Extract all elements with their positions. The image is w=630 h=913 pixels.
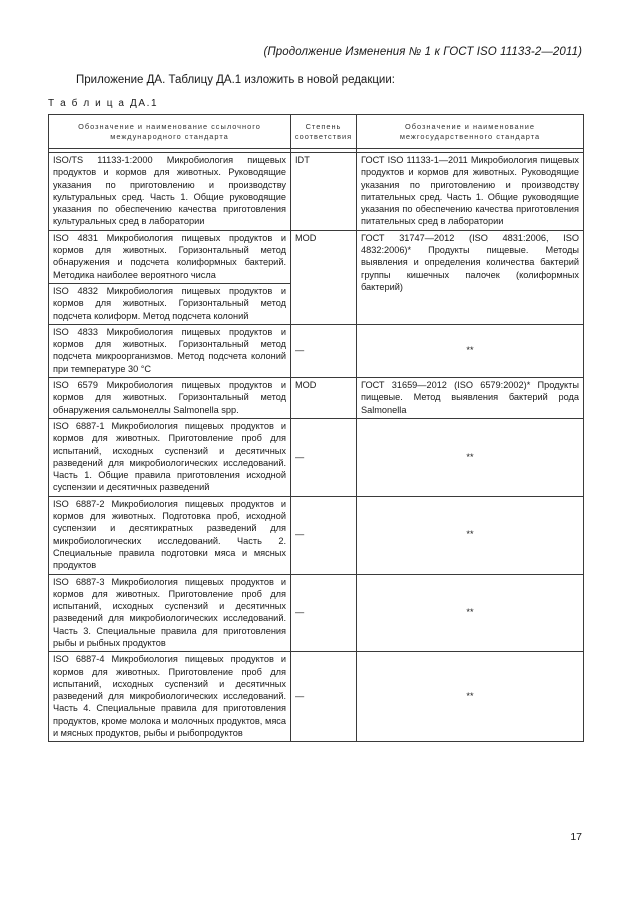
national-standard-cell: ГОСТ 31747—2012 (ISO 4831:2006, ISO 4832:2006)* Продукты пищевые. Методы выявления и определения количества бактерий группы кишечных палочек (колиформных бактерий) [357, 230, 584, 324]
table-row [49, 418, 584, 496]
degree-cell: — [291, 652, 357, 742]
intl-standard-cell: ISO/TS 11133-1:2000 Микробиология пищевых продуктов и кормов для животных. Руководящие указания по приготовлению и производству культуральных сред. Часть 1. Общие руководящие указания по обеспечению качества приготовления культуральных сред в лаборатории [49, 153, 291, 231]
intl-standard-cell: ISO 6887-2 Микробиология пищевых продуктов и кормов для животных. Подготовка проб, исходной суспензии и десятикратных разведений для микробиологических исследований. Часть 2. Специальные правила подготовки мяса и мясных продуктов [49, 496, 291, 574]
table-row [49, 574, 584, 652]
table-row [49, 378, 584, 419]
intl-standard-cell: ISO 4832 Микробиология пищевых продуктов и кормов для животных. Горизонтальный метод подсчета колиформ. Метод подсчета колоний [49, 283, 291, 324]
national-standard-cell: ** [357, 574, 584, 652]
intl-standard-cell: ISO 6579 Микробиология пищевых продуктов и кормов для животных. Горизонтальный метод обнаружения сальмонеллы Salmonella spp. [49, 378, 291, 419]
standards-table [48, 114, 584, 742]
table-header-row [49, 115, 584, 149]
intl-standard-cell: ISO 4833 Микробиология пищевых продуктов и кормов для животных. Горизонтальный метод подсчета микроорганизмов. Метод подсчета колоний при температуре 30 °С [49, 324, 291, 377]
table-row [49, 153, 584, 231]
national-standard-cell: ГОСТ 31659—2012 (ISO 6579:2002)* Продукты пищевые. Метод выявления бактерий рода Salmonella [357, 378, 584, 419]
national-standard-cell: ** [357, 324, 584, 377]
degree-cell: — [291, 496, 357, 574]
table-caption: Т а б л и ц а ДА.1 [48, 98, 159, 109]
intl-standard-cell: ISO 6887-1 Микробиология пищевых продуктов и кормов для животных. Приготовление проб для испытаний, исходных суспензий и десятичных разведений для микробиологических исследований. Часть 1. Общие правила приготовления исходной суспензии и десятичных разведений [49, 418, 291, 496]
intl-standard-cell: ISO 6887-4 Микробиология пищевых продуктов и кормов для животных. Приготовление проб для испытаний, исходных суспензий и десятичных разведений для микробиологических исследований. Часть 4. Специальные правила для приготовления продуктов, кроме молока и молочных продуктов, мяса и мясных продуктов, рыбы и рыбопродуктов [49, 652, 291, 742]
intro-text: Приложение ДА. Таблицу ДА.1 изложить в новой редакции: [76, 74, 395, 86]
column-header-international: Обозначение и наименование ссылочного международного стандарта [49, 115, 291, 149]
degree-cell: — [291, 418, 357, 496]
table-row [49, 324, 584, 377]
page-number: 17 [570, 831, 582, 843]
table-row [49, 230, 584, 283]
intl-standard-cell: ISO 6887-3 Микробиология пищевых продуктов и кормов для животных. Приготовление проб для испытаний, исходных суспензий и десятичных разведений для микробиологических исследований. Часть 3. Специальные правила для приготовления рыбы и рыбных продуктов [49, 574, 291, 652]
column-header-national: Обозначение и наименование межгосударственного стандарта [357, 115, 584, 149]
table-row [49, 652, 584, 742]
national-standard-cell: ГОСТ ISO 11133-1—2011 Микробиология пищевых продуктов и кормов для животных. Руководящие указания по приготовлению и производству питательных сред. Часть 1. Общие руководящие указания по обеспечению качества приготовления питательных сред в лаборатории [357, 153, 584, 231]
national-standard-cell: ** [357, 418, 584, 496]
national-standard-cell: ** [357, 496, 584, 574]
running-head: (Продолжение Изменения № 1 к ГОСТ ISO 11133-2—2011) [263, 46, 582, 58]
degree-cell: IDT [291, 153, 357, 231]
degree-cell: — [291, 324, 357, 377]
degree-cell: MOD [291, 230, 357, 324]
table-row [49, 496, 584, 574]
national-standard-cell: ** [357, 652, 584, 742]
column-header-degree: Степень соответствия [291, 115, 357, 149]
intl-standard-cell: ISO 4831 Микробиология пищевых продуктов и кормов для животных. Горизонтальный метод обнаружения и подсчета колиформных бактерий. Методика наиболее вероятного числа [49, 230, 291, 283]
degree-cell: — [291, 574, 357, 652]
degree-cell: MOD [291, 378, 357, 419]
